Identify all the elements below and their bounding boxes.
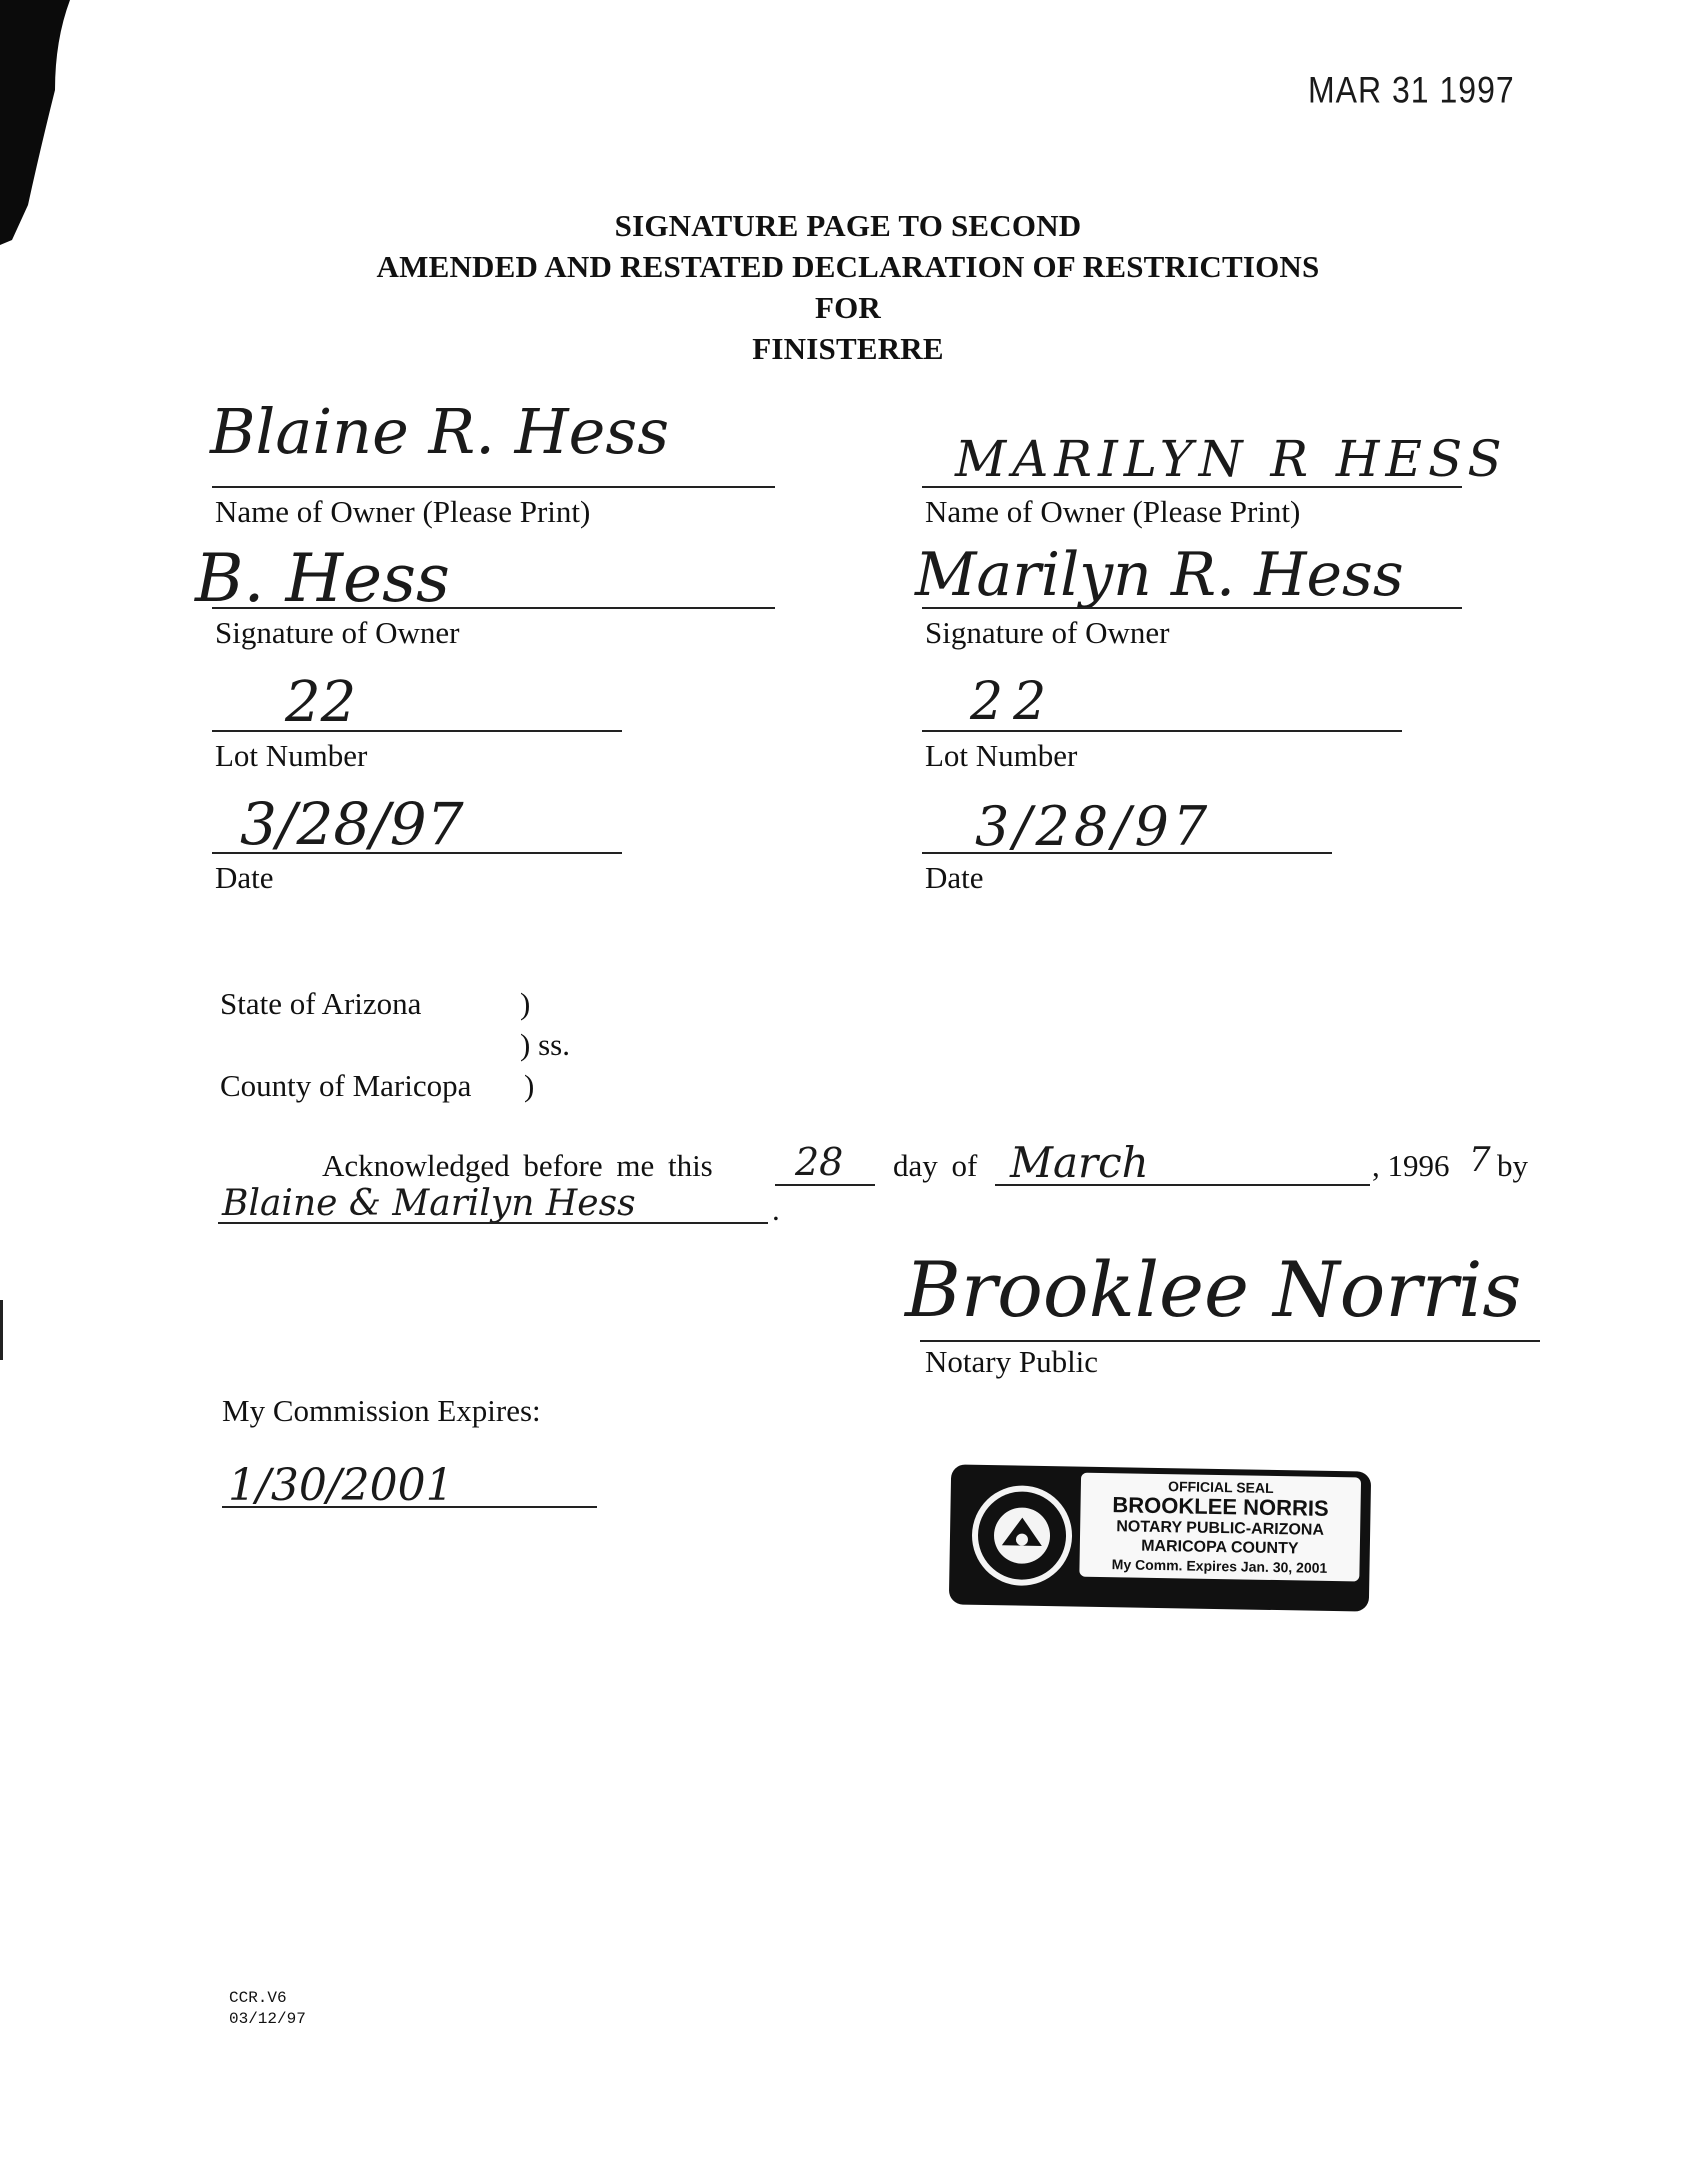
right-lot-number-value: 22 [970,672,1057,732]
venue-paren-bottom: ) [524,1068,535,1103]
notary-label: Notary Public [925,1344,1099,1379]
left-owner-printed-name: Blaine R. Hess [210,395,670,468]
binding-marks [0,1300,11,1360]
right-date-line [922,852,1332,854]
left-lot-line [212,730,622,732]
commission-label: My Commission Expires: [222,1393,541,1428]
right-name-line [922,486,1462,488]
right-lot-label: Lot Number [925,738,1078,773]
ack-names-line [218,1222,768,1224]
commission-line [222,1506,597,1508]
left-name-line [212,486,775,488]
right-lot-line [922,730,1402,732]
seal-line-expiry: My Comm. Expires Jan. 30, 2001 [1111,1556,1328,1576]
left-lot-number-value: 22 [285,670,357,735]
document-title-line-3: FOR [814,290,882,325]
footer-form-code: CCR.V6 [229,1989,287,2007]
acknowledgment-prefix: Acknowledged before me this [322,1148,713,1183]
acknowledgment-year: , 1996 [1372,1148,1450,1183]
document-title-line-2: AMENDED AND RESTATED DECLARATION OF RESTRICTIONS [376,249,1320,284]
notary-seal-stamp [949,1464,1371,1611]
left-date-label: Date [215,860,274,895]
right-date-label: Date [925,860,984,895]
venue-paren-top: ) [520,986,531,1021]
document-title-line-4: FINISTERRE [752,331,944,366]
footer-form-date: 03/12/97 [229,2010,306,2028]
acknowledgment-month: March [1010,1138,1149,1187]
seal-line-name: BROOKLEE NORRIS [1112,1492,1329,1521]
seal-line-official: OFFICIAL SEAL [1168,1478,1274,1496]
arizona-state-seal-icon [967,1481,1077,1591]
acknowledgment-names: Blaine & Marilyn Hess [222,1183,636,1224]
venue-ss: ) ss. [520,1027,570,1062]
commission-date: 1/30/2001 [228,1460,454,1511]
received-date-stamp: MAR 31 1997 [1308,69,1515,111]
right-signature-line [922,607,1462,609]
seal-line-title: NOTARY PUBLIC-ARIZONA [1116,1518,1325,1539]
left-signature-label: Signature of Owner [215,615,460,650]
left-owner-signature: B. Hess [195,540,450,617]
acknowledgment-year-correction: 7 [1469,1140,1491,1180]
acknowledgment-by: by [1497,1148,1528,1183]
ack-day-line [775,1184,875,1186]
left-lot-label: Lot Number [215,738,368,773]
venue-state: State of Arizona [220,986,422,1021]
ack-names-period: . [772,1192,780,1227]
acknowledgment-day-of: day of [893,1148,978,1183]
right-owner-signature: Marilyn R. Hess [915,540,1404,610]
acknowledgment-day: 28 [795,1140,844,1184]
right-signature-label: Signature of Owner [925,615,1170,650]
left-date-value: 3/28/97 [240,790,464,858]
venue-county: County of Maricopa [220,1068,472,1103]
notary-signature: Brooklee Norris [905,1245,1522,1334]
seal-text-block [1079,1473,1361,1582]
left-name-label: Name of Owner (Please Print) [215,494,591,529]
right-owner-printed-name: MARILYN R HESS [955,430,1508,488]
left-signature-line [212,607,775,609]
right-date-value: 3/28/97 [975,795,1212,858]
right-name-label: Name of Owner (Please Print) [925,494,1301,529]
notary-line [920,1340,1540,1342]
document-title-line-1: SIGNATURE PAGE TO SECOND [614,208,1082,243]
left-date-line [212,852,622,854]
seal-line-county: MARICOPA COUNTY [1141,1537,1299,1558]
